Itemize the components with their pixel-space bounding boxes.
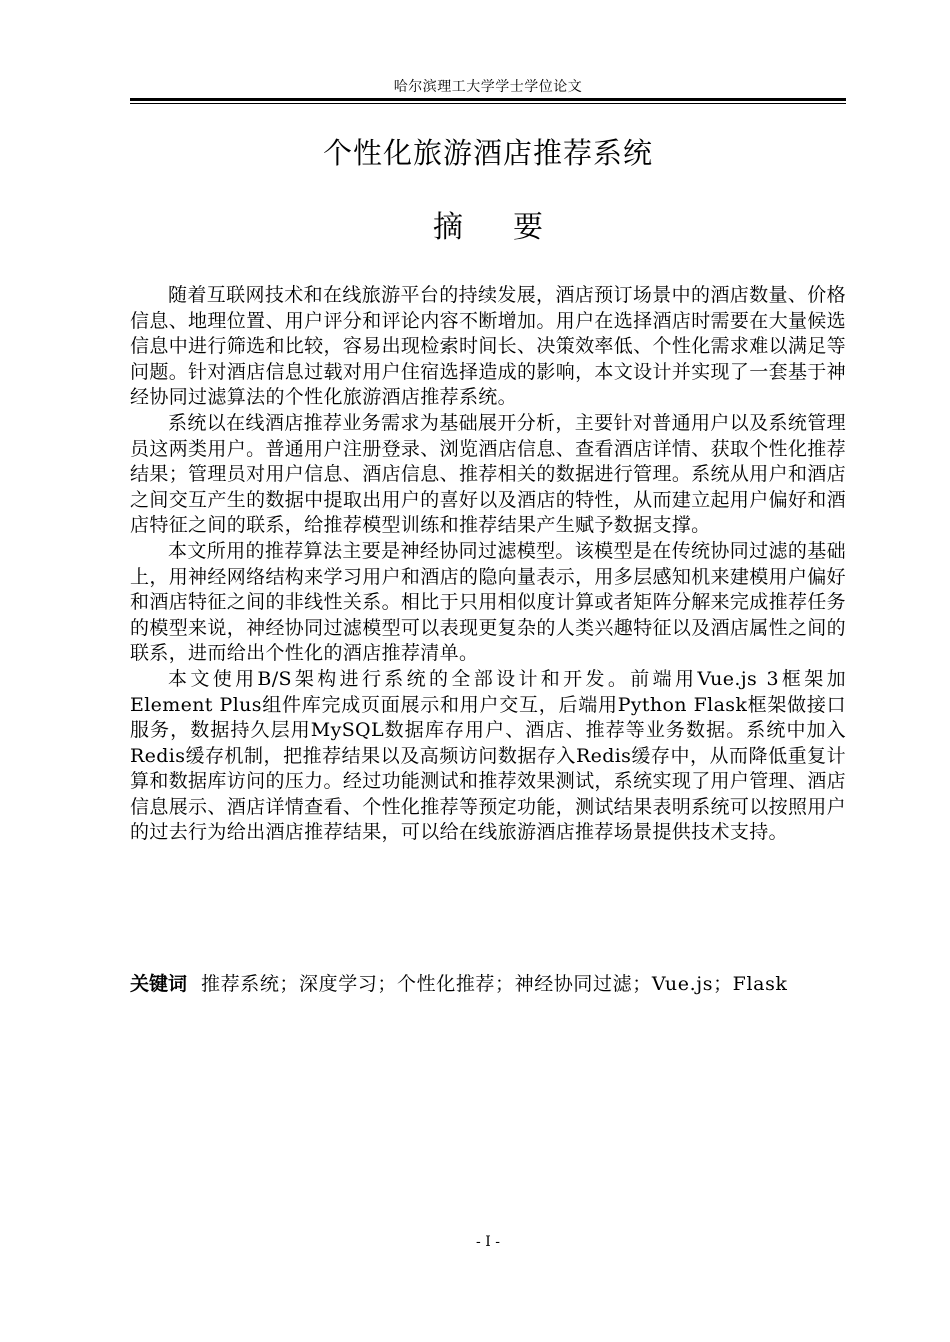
- keywords-line: [130, 971, 846, 998]
- header-rule-thin: [130, 103, 846, 104]
- keywords-text: 推荐系统；深度学习；个性化推荐；神经协同过滤；Vue.js；Flask: [201, 973, 788, 995]
- abstract-paragraph-2: 系统以在线酒店推荐业务需求为基础展开分析，主要针对普通用户以及系统管理员这两类用户。普通用户注册登录、浏览酒店信息、查看酒店详情、获取个性化推荐结果；管理员对用户信息、酒店信息、推荐相关的数据进行管理。系统从用户和酒店之间交互产生的数据中提取出用户的喜好以及酒店的特性，从而建立起用户偏好和酒店特征之间的联系，给推荐模型训练和推荐结果产生赋予数据支撑。: [130, 411, 846, 537]
- keywords-label: 关键词: [130, 973, 188, 995]
- page-number: - I -: [476, 1234, 500, 1250]
- running-header: 哈尔滨理工大学学士学位论文: [393, 79, 583, 95]
- abstract-paragraph-4: 本文使用B/S架构进行系统的全部设计和开发。前端用Vue.js 3框架加Element Plus组件库完成页面展示和用户交互，后端用Python Flask框架做接口服务，数据持久层用MySQL数据库存用户、酒店、推荐等业务数据。系统中加入Redis缓存机制，把推荐结果以及高频访问数据存入Redis缓存中，从而降低重复计算和数据库访问的压力。经过功能测试和推荐效果测试，系统实现了用户管理、酒店信息展示、酒店详情查看、个性化推荐等预定功能，测试结果表明系统可以按照用户的过去行为给出酒店推荐结果，可以给在线旅游酒店推荐场景提供技术支持。: [130, 667, 846, 844]
- abstract-paragraph-1: 随着互联网技术和在线旅游平台的持续发展，酒店预订场景中的酒店数量、价格信息、地理位置、用户评分和评论内容不断增加。用户在选择酒店时需要在大量候选信息中进行筛选和比较，容易出现检索时间长、决策效率低、个性化需求难以满足等问题。针对酒店信息过载对用户住宿选择造成的影响，本文设计并实现了一套基于神经协同过滤算法的个性化旅游酒店推荐系统。: [130, 284, 846, 409]
- abstract-heading: 摘要: [433, 210, 593, 245]
- thesis-title: 个性化旅游酒店推荐系统: [322, 136, 653, 170]
- abstract-body: [130, 283, 846, 846]
- header-rule-thick: [130, 98, 846, 101]
- abstract-paragraph-3: 本文所用的推荐算法主要是神经协同过滤模型。该模型是在传统协同过滤的基础上，用神经网络结构来学习用户和酒店的隐向量表示，用多层感知机来建模用户偏好和酒店特征之间的非线性关系。相比于只用相似度计算或者矩阵分解来完成推荐任务的模型来说，神经协同过滤模型可以表现更复杂的人类兴趣特征以及酒店属性之间的联系，进而给出个性化的酒店推荐清单。: [130, 539, 846, 665]
